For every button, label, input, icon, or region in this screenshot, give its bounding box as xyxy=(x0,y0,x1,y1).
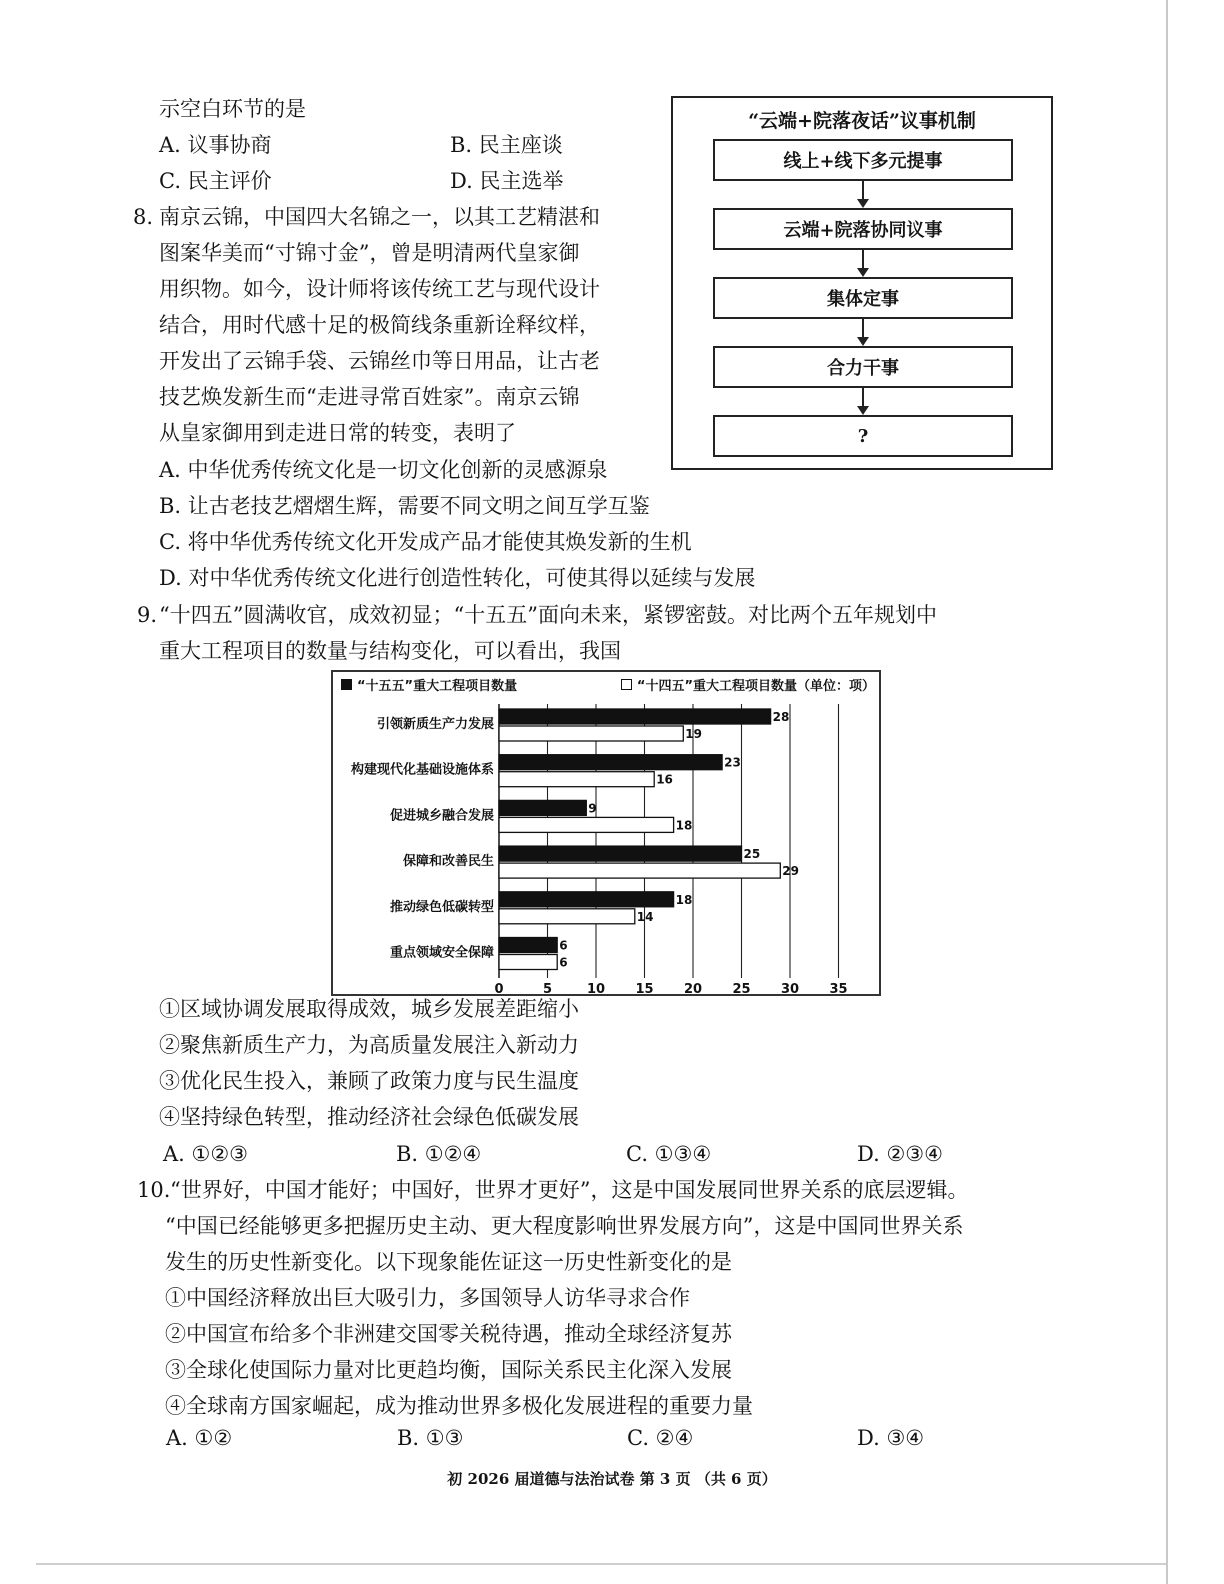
q9-option-b[interactable]: B. ①②④ xyxy=(396,1142,482,1166)
flow-arrow-down-icon xyxy=(862,181,864,206)
bar-15th-plan xyxy=(499,846,742,861)
chart-x-tick-label: 0 xyxy=(494,982,504,994)
bar-data-label: 23 xyxy=(724,755,741,770)
bar-15th-plan xyxy=(499,800,586,815)
flow-arrow-down-icon xyxy=(862,388,864,413)
q9-option-a[interactable]: A. ①②③ xyxy=(163,1142,248,1166)
bar-data-label: 16 xyxy=(656,772,673,787)
chart-x-tick-label: 5 xyxy=(542,982,553,994)
q10-statement: ③全球化使国际力量对比更趋均衡，国际关系民主化深入发展 xyxy=(165,1358,732,1382)
bar-15th-plan xyxy=(499,755,722,770)
bar-14th-plan xyxy=(499,772,654,787)
chart-x-tick-label: 30 xyxy=(780,982,800,994)
bar-14th-plan xyxy=(499,817,674,832)
q9-option-d[interactable]: D. ②③④ xyxy=(857,1142,943,1166)
flowchart-title: “云端+院落夜话”议事机制 xyxy=(748,110,976,132)
bar-14th-plan xyxy=(499,909,635,924)
q10-option-d[interactable]: D. ③④ xyxy=(857,1426,925,1450)
chart-x-tick-label: 15 xyxy=(635,982,654,994)
bar-15th-plan xyxy=(499,938,557,953)
bar-15th-plan xyxy=(499,709,771,724)
chart-plot-area xyxy=(333,672,879,994)
q7-option-b[interactable]: B. 民主座谈 xyxy=(450,133,563,157)
q10-option-c[interactable]: C. ②④ xyxy=(627,1426,694,1450)
bar-data-label: 18 xyxy=(675,818,693,833)
chart-x-tick-label: 35 xyxy=(829,982,848,994)
flow-arrow-down-icon xyxy=(862,319,864,344)
bar-data-label: 6 xyxy=(559,955,568,970)
q8-stem-line: 技艺焕发新生而“走进寻常百姓家”。南京云锦 xyxy=(159,385,580,409)
q8-option-b[interactable]: B. 让古老技艺熠熠生辉，需要不同文明之间互学互鉴 xyxy=(159,494,650,518)
q9-statement: ②聚焦新质生产力，为高质量发展注入新动力 xyxy=(159,1033,579,1057)
flow-step-blank: ? xyxy=(713,415,1013,457)
q9-stem-line: 重大工程项目的数量与结构变化，可以看出，我国 xyxy=(159,639,621,663)
page-footer: 初 2026 届道德与法治试卷 第 3 页 （共 6 页） xyxy=(447,1470,777,1488)
q9-number: 9. xyxy=(137,603,158,627)
q10-statement: ④全球南方国家崛起，成为推动世界多极化发展进程的重要力量 xyxy=(165,1394,753,1418)
bar-data-label: 18 xyxy=(675,892,693,907)
q10-stem-line: “世界好，中国才能好；中国好，世界才更好”，这是中国发展同世界关系的底层逻辑。 xyxy=(170,1178,969,1202)
q10-option-b[interactable]: B. ①③ xyxy=(397,1426,464,1450)
bar-data-label: 25 xyxy=(743,847,761,862)
flow-step-3: 集体定事 xyxy=(713,277,1013,319)
q7-option-c[interactable]: C. 民主评价 xyxy=(159,169,272,193)
q10-stem-line: “中国已经能够更多把握历史主动、更大程度影响世界发展方向”，这是中国同世界关系 xyxy=(165,1214,964,1238)
chart-category-label: 保障和改善民生 xyxy=(402,854,494,870)
chart-category-label: 引领新质生产力发展 xyxy=(376,717,494,732)
q10-statement: ②中国宣布给多个非洲建交国零关税待遇，推动全球经济复苏 xyxy=(165,1322,732,1346)
q7-option-d[interactable]: D. 民主选举 xyxy=(450,169,564,193)
q10-statement: ①中国经济释放出巨大吸引力，多国领导人访华寻求合作 xyxy=(165,1286,690,1310)
q10-number: 10. xyxy=(137,1178,171,1202)
chart-x-tick-label: 20 xyxy=(683,982,703,994)
q8-stem-line: 结合，用时代感十足的极简线条重新诠释纹样， xyxy=(159,313,600,337)
chart-category-label: 重点领域安全保障 xyxy=(389,945,494,961)
flow-arrow-down-icon xyxy=(862,250,864,275)
bar-14th-plan xyxy=(499,726,683,741)
bar-14th-plan xyxy=(499,863,780,878)
bar-data-label: 6 xyxy=(559,938,568,953)
q8-option-c[interactable]: C. 将中华优秀传统文化开发成产品才能使其焕发新的生机 xyxy=(159,530,692,554)
bar-data-label: 28 xyxy=(772,710,790,724)
q9-stem-line: “十四五”圆满收官，成效初显；“十五五”面向未来，紧锣密鼓。对比两个五年规划中 xyxy=(159,603,937,627)
page-edge-bottom xyxy=(36,1563,1166,1565)
flow-step-1: 线上+线下多元提事 xyxy=(713,139,1013,181)
q10-option-a[interactable]: A. ①② xyxy=(166,1426,233,1450)
q8-stem-line: 图案华美而“寸锦寸金”，曾是明清两代皇家御 xyxy=(159,241,580,265)
q9-statement: ①区域协调发展取得成效，城乡发展差距缩小 xyxy=(159,997,579,1021)
flow-step-2: 云端+院落协同议事 xyxy=(713,208,1013,250)
flow-step-4: 合力干事 xyxy=(713,346,1013,388)
legend-label-15th: “十五五”重大工程项目数量 xyxy=(357,679,518,694)
page-edge-right xyxy=(1166,0,1168,1584)
q8-number: 8. xyxy=(133,205,154,229)
legend-label-14th: “十四五”重大工程项目数量（单位：项） xyxy=(636,679,875,694)
q7-stem-tail: 示空白环节的是 xyxy=(159,97,306,121)
q9-statement: ④坚持绿色转型，推动经济社会绿色低碳发展 xyxy=(159,1105,579,1129)
chart-category-label: 推动绿色低碳转型 xyxy=(389,899,494,915)
q8-stem-line: 开发出了云锦手袋、云锦丝巾等日用品，让古老 xyxy=(159,349,600,373)
q10-stem-line: 发生的历史性新变化。以下现象能佐证这一历史性新变化的是 xyxy=(165,1250,732,1274)
q9-statement: ③优化民生投入，兼顾了政策力度与民生温度 xyxy=(159,1069,579,1093)
q8-stem-line: 从皇家御用到走进日常的转变，表明了 xyxy=(159,421,516,445)
q8-option-a[interactable]: A. 中华优秀传统文化是一切文化创新的灵感源泉 xyxy=(159,458,608,482)
bar-data-label: 9 xyxy=(588,801,597,816)
bar-data-label: 19 xyxy=(685,727,703,741)
bar-14th-plan xyxy=(499,955,557,970)
q7-option-a[interactable]: A. 议事协商 xyxy=(159,133,272,157)
q9-bar-chart xyxy=(331,670,881,996)
q7-flowchart xyxy=(671,96,1053,470)
q9-option-c[interactable]: C. ①③④ xyxy=(626,1142,712,1166)
chart-category-label: 促进城乡融合发展 xyxy=(389,808,494,824)
chart-category-label: 构建现代化基础设施体系 xyxy=(350,762,494,778)
bar-data-label: 14 xyxy=(636,909,654,924)
chart-x-tick-label: 25 xyxy=(732,982,751,994)
bar-data-label: 29 xyxy=(782,864,800,879)
q8-stem-line: 用织物。如今，设计师将该传统工艺与现代设计 xyxy=(159,277,600,301)
chart-x-tick-label: 10 xyxy=(586,982,606,994)
q8-option-d[interactable]: D. 对中华优秀传统文化进行创造性转化，可使其得以延续与发展 xyxy=(159,566,756,590)
bar-15th-plan xyxy=(499,892,674,907)
q8-stem-line: 南京云锦，中国四大名锦之一，以其工艺精湛和 xyxy=(159,205,600,229)
